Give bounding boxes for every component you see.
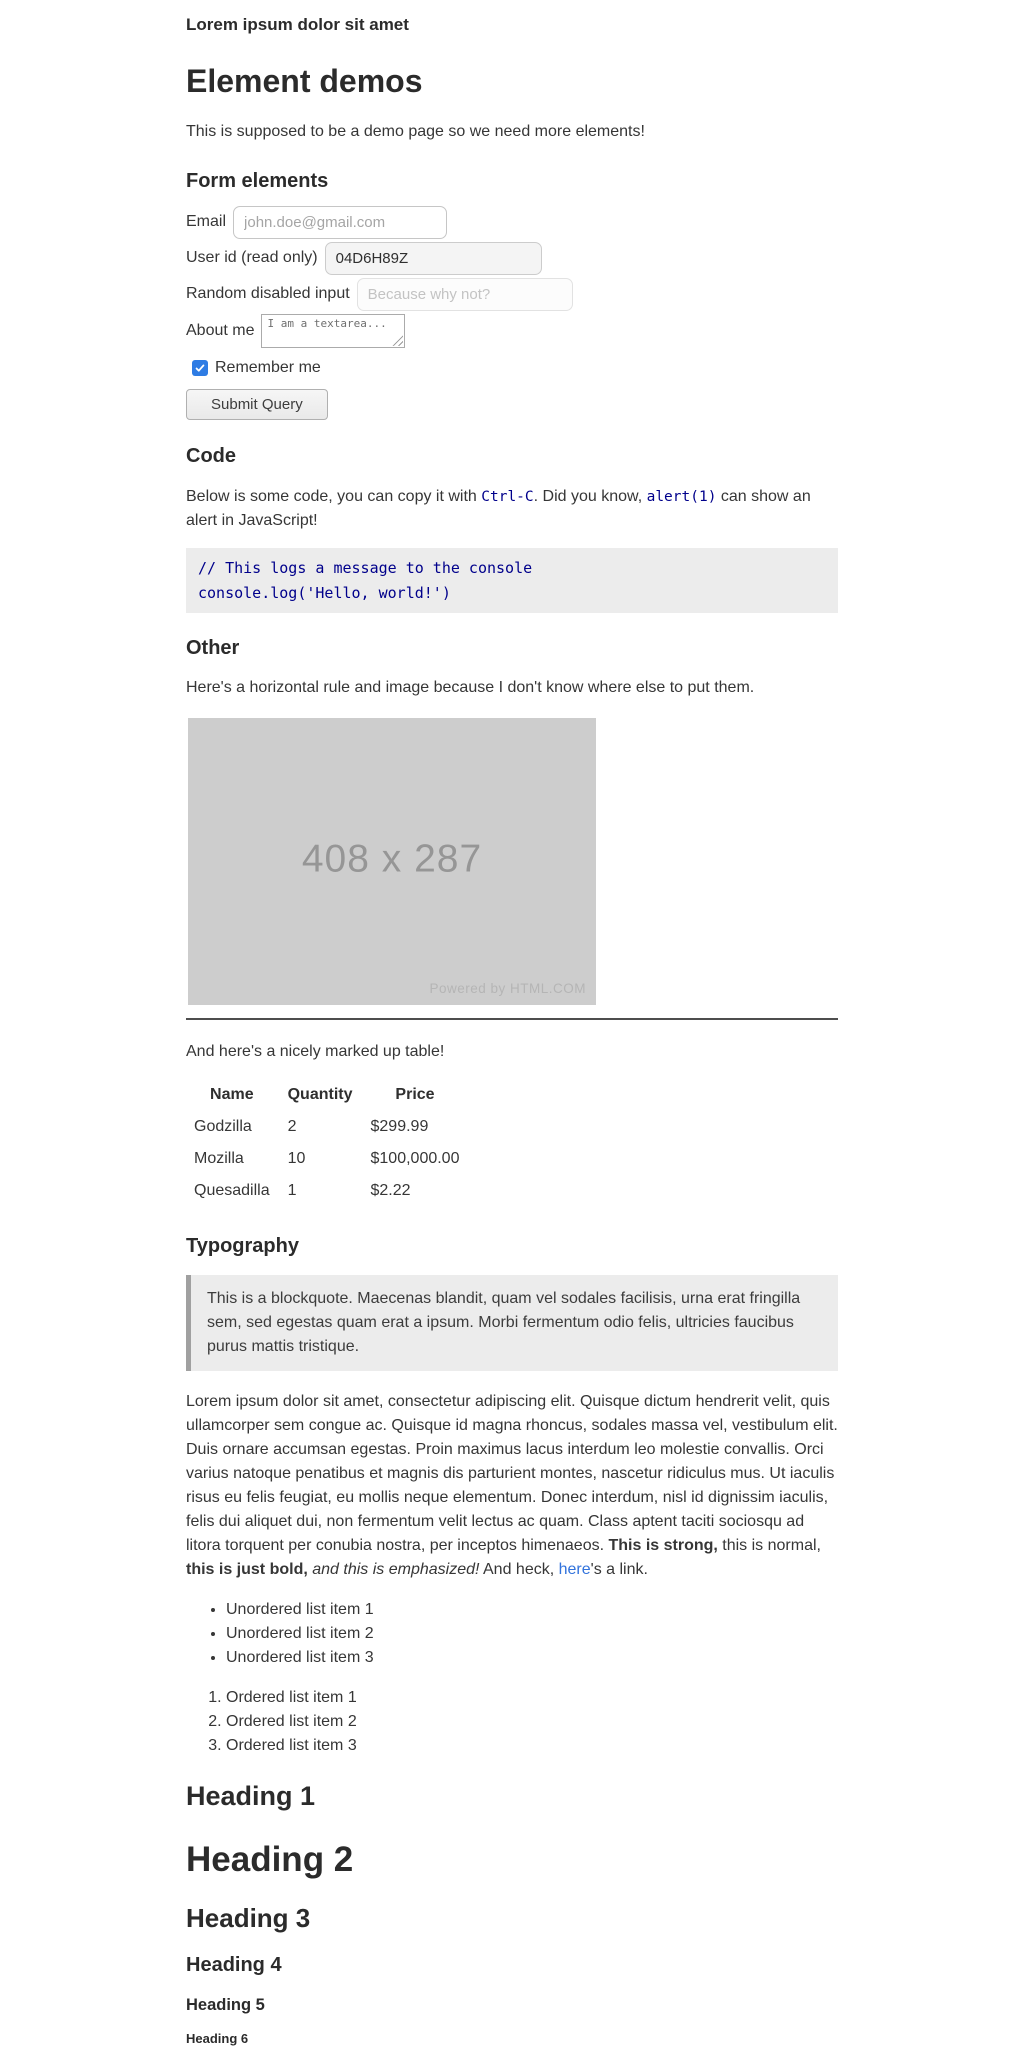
sample-heading-1: Heading 1 <box>186 1781 316 1812</box>
placeholder-image-credit: Powered by HTML.COM <box>429 981 586 997</box>
table-header-row <box>190 1080 471 1110</box>
random-disabled-field <box>357 278 573 311</box>
page-subtitle: This is supposed to be a demo page so we need more elements! <box>186 122 645 140</box>
table-header-quantity: Quantity <box>287 1086 353 1104</box>
cell-name: Quesadilla <box>194 1182 270 1200</box>
here-link[interactable]: here <box>558 1561 591 1579</box>
other-paragraph: Here's a horizontal rule and image because I don't know where else to put them. <box>186 679 755 697</box>
cell-name: Godzilla <box>194 1118 252 1136</box>
sample-heading-3: Heading 3 <box>186 1902 311 1933</box>
code-block <box>186 548 838 614</box>
paragraph-text: 's a link. <box>590 1561 648 1579</box>
code-line-console-log: console.log('Hello, world!') <box>198 583 451 602</box>
section-heading-typography: Typography <box>186 1235 299 1258</box>
table-row <box>190 1112 471 1142</box>
paragraph-text: this is normal, <box>717 1537 821 1555</box>
demo-table <box>188 1078 473 1208</box>
remember-label[interactable]: Remember me <box>215 358 321 376</box>
paragraph-text: . Did you know, <box>533 487 647 505</box>
cell-name: Mozilla <box>194 1150 244 1168</box>
demo-form <box>186 206 838 420</box>
paragraph-text: And heck, <box>479 1561 559 1579</box>
about-textarea[interactable] <box>261 314 405 348</box>
cell-quantity: 10 <box>287 1150 306 1168</box>
list-item: • Unordered list item 1 <box>226 1598 838 1622</box>
table-row <box>190 1144 471 1174</box>
sample-heading-2: Heading 2 <box>186 1839 354 1879</box>
bold-text: this is just bold, <box>186 1561 308 1579</box>
list-item: • Unordered list item 2 <box>226 1622 838 1646</box>
ordered-list <box>186 1686 838 1758</box>
email-field[interactable] <box>233 206 447 239</box>
intro-heading: Lorem ipsum dolor sit amet <box>186 15 409 34</box>
unordered-list <box>186 1598 838 1670</box>
email-label: Email <box>186 213 227 231</box>
emphasized-text: and this is emphasized! <box>307 1561 480 1579</box>
sample-heading-6: Heading 6 <box>186 2030 249 2046</box>
cell-price: $100,000.00 <box>370 1150 460 1168</box>
page-content <box>186 0 838 2047</box>
disabled-input-row <box>186 278 838 311</box>
code-paragraph <box>186 485 838 533</box>
strong-text: This is strong, <box>608 1537 718 1555</box>
cell-quantity: 2 <box>287 1118 297 1136</box>
page-title: Element demos <box>186 63 423 100</box>
placeholder-image-dimensions: 408 x 287 <box>301 837 483 881</box>
paragraph-text: Lorem ipsum dolor sit amet, consectetur adipiscing elit. Quisque dictum hendrerit velit, quis ullamcorper sem congue ac. Quisque id magna rhoncus, sodales massa vel, vestibulum elit. Duis ornare accumsan egestas. Proin maximus lacus interdum leo molestie convallis. Orci varius natoque penatibus et magnis dis parturient montes, nascetur ridiculus mus. Ut iaculis risus eu felis feugiat, eu mollis neque elementum. Donec interdum, nisl id dignissim iaculis, felis dui aliquet dui, non fermentum velit lectus ac quam. Class aptent taciti sociosqu ad litora torquent per conubia nostra, per inceptos himenaeos. <box>186 1393 838 1555</box>
cell-quantity: 1 <box>287 1182 297 1200</box>
email-row <box>186 206 838 239</box>
about-row <box>186 314 838 348</box>
submit-button[interactable]: Submit Query <box>186 389 328 420</box>
horizontal-rule <box>186 1018 838 1020</box>
placeholder-image <box>188 718 596 1005</box>
sample-heading-4: Heading 4 <box>186 1953 282 1976</box>
list-item: 1. Ordered list item 1 <box>226 1686 838 1710</box>
about-label: About me <box>186 321 255 339</box>
paragraph-text: can show an alert in JavaScript! <box>186 487 811 529</box>
disabled-input-label: Random disabled input <box>186 285 350 303</box>
section-heading-other: Other <box>186 637 240 660</box>
table-header-price: Price <box>395 1086 435 1104</box>
section-heading-code: Code <box>186 444 236 467</box>
remember-row <box>192 356 838 380</box>
inline-code-ctrl-c: Ctrl-C <box>481 488 534 505</box>
checkmark-icon <box>194 362 206 374</box>
userid-row <box>186 242 838 275</box>
section-heading-form-elements: Form elements <box>186 169 329 192</box>
blockquote: This is a blockquote. Maecenas blandit, quam vel sodales facilisis, urna erat fringilla sem, sed egestas quam erat a ipsum. Morbi fermentum odio felis, ultricies faucibus purus mattis tristique. <box>186 1275 838 1371</box>
inline-code-alert: alert(1) <box>646 488 717 505</box>
table-header-name: Name <box>210 1086 254 1104</box>
userid-label: User id (read only) <box>186 249 318 267</box>
list-item: 2. Ordered list item 2 <box>226 1710 838 1734</box>
cell-price: $2.22 <box>370 1182 411 1200</box>
code-line-comment: // This logs a message to the console <box>198 558 533 577</box>
userid-field[interactable] <box>325 242 542 275</box>
table-row <box>190 1176 471 1206</box>
sample-heading-5: Heading 5 <box>186 1995 265 2014</box>
list-item: 3. Ordered list item 3 <box>226 1734 838 1758</box>
remember-checkbox[interactable] <box>192 360 208 376</box>
cell-price: $299.99 <box>370 1118 429 1136</box>
table-intro: And here's a nicely marked up table! <box>186 1043 445 1061</box>
lorem-paragraph <box>186 1390 838 1582</box>
paragraph-text: Below is some code, you can copy it with <box>186 487 482 505</box>
list-item: • Unordered list item 3 <box>226 1646 838 1670</box>
